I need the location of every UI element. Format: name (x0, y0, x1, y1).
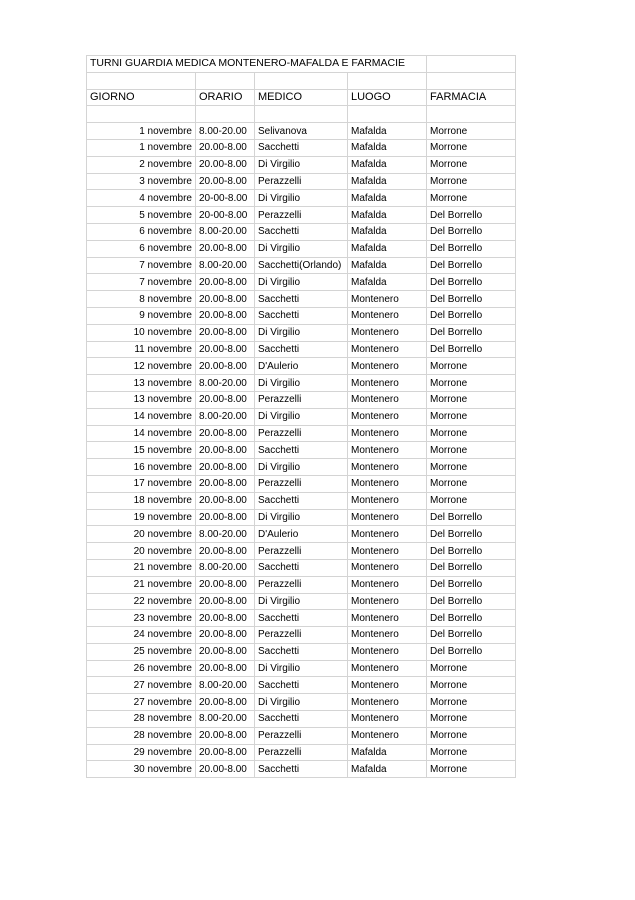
cell-giorno: 27 novembre (87, 677, 196, 694)
cell-orario: 20.00-8.00 (196, 744, 255, 761)
cell-luogo: Montenero (348, 711, 427, 728)
cell-medico: Perazzelli (255, 744, 348, 761)
cell-orario: 20.00-8.00 (196, 307, 255, 324)
cell-orario: 20-00-8.00 (196, 190, 255, 207)
table-row (87, 526, 516, 543)
cell-farmacia: Morrone (427, 425, 516, 442)
cell-giorno: 12 novembre (87, 358, 196, 375)
cell-orario: 20.00-8.00 (196, 593, 255, 610)
cell-luogo: Mafalda (348, 173, 427, 190)
cell-orario: 20.00-8.00 (196, 139, 255, 156)
cell-giorno: 6 novembre (87, 223, 196, 240)
cell-medico: Di Virgilio (255, 593, 348, 610)
cell-farmacia: Del Borrello (427, 257, 516, 274)
cell-giorno: 9 novembre (87, 307, 196, 324)
cell-luogo: Montenero (348, 660, 427, 677)
cell-medico: Sacchetti (255, 677, 348, 694)
cell-medico: Di Virgilio (255, 274, 348, 291)
cell-luogo: Montenero (348, 593, 427, 610)
cell-medico: D'Aulerio (255, 526, 348, 543)
cell-luogo: Montenero (348, 358, 427, 375)
cell-medico: Di Virgilio (255, 459, 348, 476)
empty-cell (196, 106, 255, 123)
cell-orario: 8.00-20.00 (196, 123, 255, 140)
cell-giorno: 7 novembre (87, 274, 196, 291)
cell-farmacia: Del Borrello (427, 526, 516, 543)
cell-farmacia: Morrone (427, 694, 516, 711)
table-row (87, 543, 516, 560)
cell-farmacia: Del Borrello (427, 643, 516, 660)
cell-medico: Di Virgilio (255, 324, 348, 341)
cell-farmacia: Morrone (427, 727, 516, 744)
table-row (87, 475, 516, 492)
cell-orario: 20.00-8.00 (196, 694, 255, 711)
cell-giorno: 3 novembre (87, 173, 196, 190)
cell-medico: Perazzelli (255, 173, 348, 190)
table-row (87, 408, 516, 425)
cell-luogo: Montenero (348, 291, 427, 308)
cell-giorno: 18 novembre (87, 492, 196, 509)
cell-orario: 20.00-8.00 (196, 391, 255, 408)
cell-giorno: 27 novembre (87, 694, 196, 711)
cell-farmacia: Morrone (427, 123, 516, 140)
cell-medico: Di Virgilio (255, 509, 348, 526)
table-row (87, 341, 516, 358)
cell-farmacia: Morrone (427, 442, 516, 459)
cell-giorno: 29 novembre (87, 744, 196, 761)
cell-giorno: 30 novembre (87, 761, 196, 778)
cell-farmacia: Morrone (427, 139, 516, 156)
table-row (87, 711, 516, 728)
cell-farmacia: Del Borrello (427, 610, 516, 627)
table-row (87, 643, 516, 660)
cell-orario: 20.00-8.00 (196, 492, 255, 509)
schedule-table (86, 55, 516, 778)
cell-medico: Sacchetti (255, 492, 348, 509)
cell-giorno: 16 novembre (87, 459, 196, 476)
cell-farmacia: Morrone (427, 761, 516, 778)
cell-medico: Sacchetti (255, 307, 348, 324)
cell-medico: Di Virgilio (255, 660, 348, 677)
empty-cell (348, 72, 427, 89)
cell-orario: 20.00-8.00 (196, 358, 255, 375)
cell-luogo: Montenero (348, 307, 427, 324)
cell-farmacia: Del Borrello (427, 543, 516, 560)
cell-luogo: Mafalda (348, 156, 427, 173)
cell-medico: Di Virgilio (255, 190, 348, 207)
cell-orario: 20.00-8.00 (196, 442, 255, 459)
empty-cell (427, 72, 516, 89)
cell-medico: Sacchetti (255, 559, 348, 576)
empty-cell (87, 72, 196, 89)
cell-medico: Sacchetti (255, 341, 348, 358)
cell-giorno: 20 novembre (87, 526, 196, 543)
cell-farmacia: Morrone (427, 190, 516, 207)
cell-medico: Sacchetti (255, 223, 348, 240)
empty-cell (255, 106, 348, 123)
cell-luogo: Montenero (348, 643, 427, 660)
cell-giorno: 20 novembre (87, 543, 196, 560)
table-row (87, 291, 516, 308)
cell-orario: 20.00-8.00 (196, 156, 255, 173)
cell-medico: Perazzelli (255, 727, 348, 744)
cell-medico: Sacchetti (255, 442, 348, 459)
cell-medico: Perazzelli (255, 627, 348, 644)
table-row (87, 677, 516, 694)
cell-orario: 8.00-20.00 (196, 375, 255, 392)
cell-orario: 20.00-8.00 (196, 459, 255, 476)
cell-luogo: Montenero (348, 341, 427, 358)
cell-medico: Selivanova (255, 123, 348, 140)
cell-luogo: Montenero (348, 459, 427, 476)
cell-giorno: 7 novembre (87, 257, 196, 274)
cell-farmacia: Morrone (427, 391, 516, 408)
spacer-row (87, 106, 516, 123)
cell-medico: Sacchetti (255, 711, 348, 728)
cell-luogo: Montenero (348, 492, 427, 509)
cell-orario: 20.00-8.00 (196, 475, 255, 492)
cell-giorno: 13 novembre (87, 391, 196, 408)
cell-orario: 20.00-8.00 (196, 324, 255, 341)
sheet-title: TURNI GUARDIA MEDICA MONTENERO-MAFALDA E FARMACIE (87, 56, 427, 73)
cell-orario: 20-00-8.00 (196, 207, 255, 224)
cell-medico: Perazzelli (255, 543, 348, 560)
table-row (87, 358, 516, 375)
cell-medico: Perazzelli (255, 576, 348, 593)
cell-giorno: 21 novembre (87, 559, 196, 576)
table-row (87, 744, 516, 761)
cell-farmacia: Del Borrello (427, 509, 516, 526)
table-row (87, 173, 516, 190)
cell-farmacia: Morrone (427, 492, 516, 509)
table-row (87, 391, 516, 408)
cell-giorno: 17 novembre (87, 475, 196, 492)
table-row (87, 375, 516, 392)
cell-giorno: 2 novembre (87, 156, 196, 173)
cell-giorno: 25 novembre (87, 643, 196, 660)
cell-luogo: Montenero (348, 576, 427, 593)
cell-farmacia: Del Borrello (427, 576, 516, 593)
table-row (87, 123, 516, 140)
cell-giorno: 24 novembre (87, 627, 196, 644)
cell-medico: Sacchetti (255, 139, 348, 156)
cell-luogo: Montenero (348, 727, 427, 744)
header-row (87, 89, 516, 106)
cell-luogo: Montenero (348, 559, 427, 576)
table-row (87, 223, 516, 240)
cell-medico: Sacchetti(Orlando) (255, 257, 348, 274)
table-row (87, 442, 516, 459)
cell-orario: 20.00-8.00 (196, 509, 255, 526)
cell-giorno: 6 novembre (87, 240, 196, 257)
cell-orario: 20.00-8.00 (196, 576, 255, 593)
empty-cell (196, 72, 255, 89)
cell-giorno: 22 novembre (87, 593, 196, 610)
title-row (87, 56, 516, 73)
cell-luogo: Montenero (348, 526, 427, 543)
table-row (87, 324, 516, 341)
table-row (87, 727, 516, 744)
cell-giorno: 28 novembre (87, 727, 196, 744)
cell-giorno: 26 novembre (87, 660, 196, 677)
table-row (87, 627, 516, 644)
cell-luogo: Montenero (348, 425, 427, 442)
table-row (87, 459, 516, 476)
table-row (87, 257, 516, 274)
cell-luogo: Montenero (348, 509, 427, 526)
schedule-table-body (87, 56, 516, 778)
cell-luogo: Montenero (348, 391, 427, 408)
cell-giorno: 19 novembre (87, 509, 196, 526)
cell-luogo: Montenero (348, 610, 427, 627)
cell-medico: Di Virgilio (255, 408, 348, 425)
cell-orario: 20.00-8.00 (196, 173, 255, 190)
cell-orario: 20.00-8.00 (196, 240, 255, 257)
cell-medico: Sacchetti (255, 291, 348, 308)
empty-cell (255, 72, 348, 89)
cell-orario: 20.00-8.00 (196, 543, 255, 560)
cell-orario: 20.00-8.00 (196, 291, 255, 308)
cell-orario: 20.00-8.00 (196, 727, 255, 744)
cell-giorno: 8 novembre (87, 291, 196, 308)
cell-farmacia: Morrone (427, 744, 516, 761)
cell-luogo: Montenero (348, 694, 427, 711)
cell-orario: 8.00-20.00 (196, 408, 255, 425)
cell-orario: 8.00-20.00 (196, 526, 255, 543)
table-row (87, 139, 516, 156)
cell-farmacia: Morrone (427, 677, 516, 694)
cell-luogo: Montenero (348, 475, 427, 492)
table-row (87, 274, 516, 291)
table-row (87, 761, 516, 778)
cell-luogo: Mafalda (348, 190, 427, 207)
table-row (87, 559, 516, 576)
cell-giorno: 15 novembre (87, 442, 196, 459)
cell-luogo: Mafalda (348, 223, 427, 240)
cell-medico: Perazzelli (255, 475, 348, 492)
cell-orario: 8.00-20.00 (196, 257, 255, 274)
cell-farmacia: Del Borrello (427, 274, 516, 291)
cell-medico: Perazzelli (255, 207, 348, 224)
header-luogo: LUOGO (348, 89, 427, 106)
cell-farmacia: Morrone (427, 408, 516, 425)
cell-giorno: 1 novembre (87, 123, 196, 140)
cell-luogo: Mafalda (348, 257, 427, 274)
cell-farmacia: Morrone (427, 711, 516, 728)
cell-luogo: Mafalda (348, 761, 427, 778)
cell-luogo: Montenero (348, 677, 427, 694)
header-medico: MEDICO (255, 89, 348, 106)
cell-giorno: 5 novembre (87, 207, 196, 224)
cell-farmacia: Morrone (427, 459, 516, 476)
cell-orario: 20.00-8.00 (196, 660, 255, 677)
table-row (87, 509, 516, 526)
cell-orario: 8.00-20.00 (196, 711, 255, 728)
cell-giorno: 28 novembre (87, 711, 196, 728)
table-row (87, 492, 516, 509)
cell-medico: Sacchetti (255, 643, 348, 660)
cell-giorno: 14 novembre (87, 408, 196, 425)
cell-luogo: Montenero (348, 627, 427, 644)
cell-farmacia: Del Borrello (427, 593, 516, 610)
cell-medico: Di Virgilio (255, 240, 348, 257)
cell-luogo: Montenero (348, 442, 427, 459)
cell-luogo: Mafalda (348, 123, 427, 140)
empty-cell (427, 106, 516, 123)
cell-luogo: Montenero (348, 543, 427, 560)
cell-farmacia: Morrone (427, 475, 516, 492)
cell-giorno: 4 novembre (87, 190, 196, 207)
cell-orario: 8.00-20.00 (196, 559, 255, 576)
cell-orario: 20.00-8.00 (196, 341, 255, 358)
cell-farmacia: Del Borrello (427, 559, 516, 576)
cell-orario: 20.00-8.00 (196, 761, 255, 778)
cell-luogo: Mafalda (348, 139, 427, 156)
header-farmacia: FARMACIA (427, 89, 516, 106)
cell-orario: 20.00-8.00 (196, 610, 255, 627)
cell-luogo: Montenero (348, 324, 427, 341)
cell-orario: 20.00-8.00 (196, 627, 255, 644)
cell-farmacia: Morrone (427, 358, 516, 375)
table-row (87, 694, 516, 711)
cell-farmacia: Morrone (427, 660, 516, 677)
cell-farmacia: Morrone (427, 156, 516, 173)
table-row (87, 207, 516, 224)
cell-farmacia: Del Borrello (427, 291, 516, 308)
cell-giorno: 1 novembre (87, 139, 196, 156)
cell-luogo: Mafalda (348, 274, 427, 291)
cell-luogo: Mafalda (348, 207, 427, 224)
cell-orario: 20.00-8.00 (196, 643, 255, 660)
table-row (87, 593, 516, 610)
cell-farmacia: Del Borrello (427, 240, 516, 257)
cell-medico: Di Virgilio (255, 156, 348, 173)
table-row (87, 660, 516, 677)
cell-giorno: 10 novembre (87, 324, 196, 341)
cell-farmacia: Del Borrello (427, 324, 516, 341)
cell-medico: Di Virgilio (255, 694, 348, 711)
table-row (87, 156, 516, 173)
cell-giorno: 23 novembre (87, 610, 196, 627)
cell-farmacia: Morrone (427, 375, 516, 392)
table-row (87, 307, 516, 324)
cell-medico: Di Virgilio (255, 375, 348, 392)
cell-luogo: Mafalda (348, 744, 427, 761)
cell-farmacia: Morrone (427, 173, 516, 190)
cell-medico: Sacchetti (255, 610, 348, 627)
cell-luogo: Mafalda (348, 240, 427, 257)
empty-cell (348, 106, 427, 123)
cell-giorno: 14 novembre (87, 425, 196, 442)
cell-farmacia: Del Borrello (427, 307, 516, 324)
cell-farmacia: Del Borrello (427, 223, 516, 240)
table-row (87, 610, 516, 627)
cell-medico: Sacchetti (255, 761, 348, 778)
cell-orario: 8.00-20.00 (196, 677, 255, 694)
header-giorno: GIORNO (87, 89, 196, 106)
cell-farmacia: Del Borrello (427, 627, 516, 644)
empty-cell (427, 56, 516, 73)
table-row (87, 190, 516, 207)
cell-farmacia: Del Borrello (427, 207, 516, 224)
cell-orario: 8.00-20.00 (196, 223, 255, 240)
cell-giorno: 11 novembre (87, 341, 196, 358)
table-row (87, 576, 516, 593)
empty-cell (87, 106, 196, 123)
cell-orario: 20.00-8.00 (196, 425, 255, 442)
cell-medico: Perazzelli (255, 391, 348, 408)
cell-medico: Perazzelli (255, 425, 348, 442)
header-orario: ORARIO (196, 89, 255, 106)
cell-luogo: Montenero (348, 375, 427, 392)
cell-luogo: Montenero (348, 408, 427, 425)
cell-giorno: 21 novembre (87, 576, 196, 593)
table-row (87, 425, 516, 442)
cell-farmacia: Del Borrello (427, 341, 516, 358)
cell-giorno: 13 novembre (87, 375, 196, 392)
cell-orario: 20.00-8.00 (196, 274, 255, 291)
spacer-row (87, 72, 516, 89)
table-row (87, 240, 516, 257)
cell-medico: D'Aulerio (255, 358, 348, 375)
